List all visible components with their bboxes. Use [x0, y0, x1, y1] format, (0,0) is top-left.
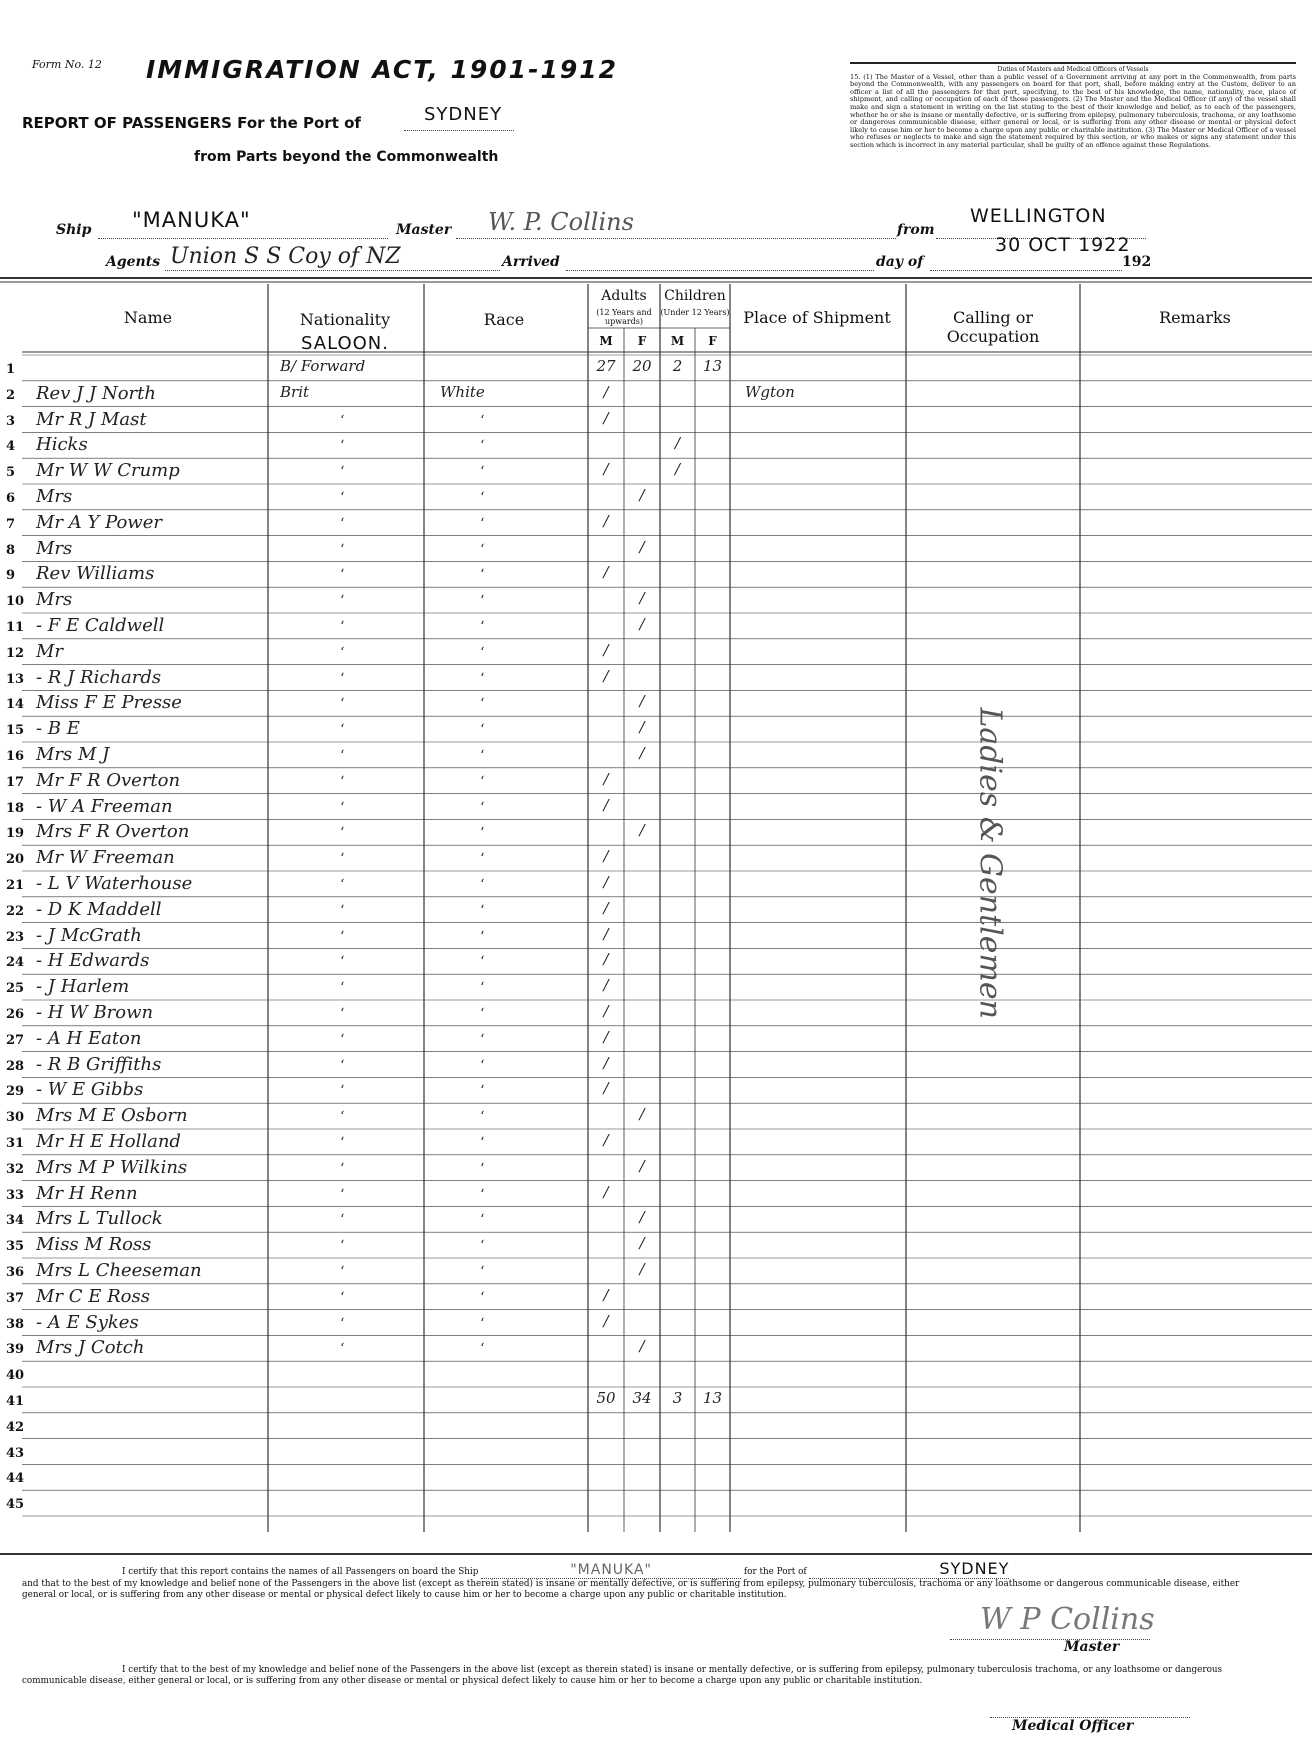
race-ditto: ‘: [480, 412, 485, 429]
passenger-name: Mr: [36, 640, 64, 662]
passenger-name: Rev Williams: [36, 563, 155, 585]
from-label: from: [897, 222, 935, 238]
row-number: 5: [6, 465, 16, 481]
nationality-ditto: ‘: [340, 541, 345, 558]
race-ditto: ‘: [480, 1083, 485, 1100]
col-header-calling: Calling or Occupation: [946, 308, 1040, 346]
row-number: 26: [6, 1007, 25, 1022]
table-row: [0, 1310, 1312, 1336]
table-row: [0, 355, 1312, 381]
master-cert-text-3: and that to the best of my knowledge and belief none of the Passengers in the above list (except as therein stated) is insane or mentally defective, or is suffering from epilepsy, pulmonary tuberculosis, trachoma or any loathsome or dangerous communicable disease, either general or local, or is suffering from any other disease or mental or physical defect likely to cause him or her to become a charge upon any public or charitable institution.: [22, 1579, 1240, 1600]
nationality-cell: B/ Forward: [280, 357, 366, 375]
master-name: W. P. Collins: [488, 208, 634, 236]
table-row: [0, 1387, 1312, 1413]
row-number: 33: [6, 1187, 25, 1203]
table-row: [0, 1181, 1312, 1207]
table-row: [0, 871, 1312, 897]
row-number: 29: [6, 1084, 25, 1100]
row-number: 44: [6, 1471, 25, 1487]
adult-female-cell: /: [639, 1208, 645, 1227]
adult-male-cell: /: [603, 1053, 609, 1072]
act-title: IMMIGRATION ACT, 1901-1912: [146, 55, 619, 84]
from-port: WELLINGTON: [970, 205, 1107, 227]
adult-male-cell: /: [603, 950, 609, 969]
table-row: [0, 742, 1312, 768]
row-number: 12: [6, 645, 25, 661]
row-number: 34: [6, 1213, 25, 1229]
race-ditto: ‘: [480, 1006, 485, 1022]
table-row: [0, 768, 1312, 794]
row-number: 39: [6, 1342, 25, 1358]
col-header-adults-sub: (12 Years and upwards): [596, 308, 652, 326]
passenger-name: - F E Caldwell: [36, 615, 165, 636]
passenger-name: - W A Freeman: [36, 795, 173, 817]
occupation-note: Ladies & Gentlemen: [972, 707, 1008, 1019]
race-ditto: ‘: [480, 722, 485, 739]
row-number: 21: [6, 878, 25, 893]
nationality-ditto: ‘: [340, 1212, 345, 1229]
nationality-ditto: ‘: [340, 1238, 345, 1255]
adult-female-cell: 34: [632, 1389, 652, 1407]
table-row: [0, 1361, 1312, 1387]
row-number: 43: [6, 1445, 25, 1461]
passenger-name: - R J Richards: [36, 666, 162, 688]
row-number: 17: [6, 774, 25, 790]
table-row: [0, 1490, 1312, 1516]
race-ditto: ‘: [480, 1212, 485, 1229]
table-row: [0, 587, 1312, 613]
adult-male-cell: /: [603, 563, 609, 582]
adult-female-cell: /: [639, 821, 645, 840]
adult-female-cell: /: [639, 537, 645, 556]
passenger-name: Mr W Freeman: [36, 847, 175, 869]
row-number: 14: [6, 697, 25, 713]
table-row: [0, 794, 1312, 820]
table-row: [0, 1335, 1312, 1361]
adult-male-cell: /: [603, 1285, 609, 1304]
nationality-ditto: ‘: [340, 825, 345, 842]
adult-female-cell: /: [639, 1337, 645, 1356]
race-ditto: ‘: [480, 1264, 485, 1280]
table-row: [0, 1129, 1312, 1155]
nationality-ditto: ‘: [340, 1109, 345, 1126]
table-row: [0, 458, 1312, 484]
passenger-name: Rev J J North: [36, 382, 156, 404]
adult-male-cell: /: [603, 382, 609, 401]
row-number: 38: [6, 1316, 25, 1332]
child-f-header: F: [708, 334, 717, 348]
adult-female-cell: /: [639, 692, 645, 711]
master-signature: W P Collins: [980, 1602, 1155, 1637]
adult-male-cell: /: [603, 769, 609, 788]
row-number: 9: [6, 568, 16, 584]
passenger-name: - W E Gibbs: [36, 1079, 144, 1101]
passenger-name: Mrs: [36, 589, 73, 611]
row-number: 19: [6, 826, 25, 842]
nationality-ditto: ‘: [340, 567, 345, 584]
adult-male-cell: /: [603, 924, 609, 943]
passenger-name: - H Edwards: [36, 950, 150, 972]
table-row: [0, 897, 1312, 923]
year-suffix: 192: [1122, 254, 1152, 270]
race-ditto: ‘: [480, 1238, 485, 1255]
adult-female-cell: 20: [632, 357, 652, 375]
row-number: 24: [6, 955, 25, 971]
passenger-name: Mr F R Overton: [36, 769, 181, 791]
nationality-ditto: ‘: [340, 851, 345, 868]
passenger-name: Mr W W Crump: [36, 460, 180, 482]
nationality-ditto: ‘: [340, 877, 345, 893]
adult-female-cell: /: [639, 589, 645, 608]
nationality-ditto: ‘: [340, 1186, 345, 1203]
row-number: 2: [6, 387, 16, 403]
nationality-ditto: ‘: [340, 696, 345, 713]
table-row: [0, 690, 1312, 716]
passenger-name: Miss F E Presse: [36, 692, 182, 714]
adult-m-header: M: [599, 334, 613, 348]
nationality-ditto: ‘: [340, 722, 345, 739]
report-label: REPORT OF PASSENGERS For the Port of: [22, 114, 361, 132]
passenger-name: Mr C E Ross: [36, 1285, 150, 1307]
day-of-label: day of: [876, 254, 924, 270]
ship-label: Ship: [56, 222, 92, 238]
race-ditto: ‘: [480, 464, 485, 481]
nationality-ditto: ‘: [340, 1031, 345, 1048]
passenger-name: Mrs L Tullock: [36, 1208, 163, 1230]
nationality-ditto: ‘: [340, 980, 345, 997]
adult-female-cell: /: [639, 1105, 645, 1124]
race-ditto: ‘: [480, 438, 485, 455]
race-ditto: ‘: [480, 1031, 485, 1048]
master-label: Master: [396, 222, 452, 238]
row-number: 10: [6, 594, 25, 610]
nationality-ditto: ‘: [340, 412, 345, 429]
adult-male-cell: /: [603, 847, 609, 866]
row-number: 11: [6, 620, 25, 635]
passenger-name: Mrs M J: [36, 744, 110, 765]
row-number: 6: [6, 491, 16, 506]
race-ditto: ‘: [480, 748, 485, 764]
arrived-label: Arrived: [502, 254, 560, 270]
passenger-name: Mrs J Cotch: [36, 1337, 145, 1359]
table-row: [0, 432, 1312, 458]
race-ditto: ‘: [480, 515, 485, 532]
passenger-name: - J McGrath: [36, 924, 142, 946]
adult-male-cell: /: [603, 460, 609, 479]
col-header-children-sub: (Under 12 Years): [660, 308, 730, 317]
adult-male-cell: /: [603, 666, 609, 685]
row-number: 31: [6, 1136, 25, 1151]
passenger-name: Mr A Y Power: [36, 511, 162, 533]
race-ditto: ‘: [480, 541, 485, 558]
nationality-ditto: ‘: [340, 928, 345, 945]
adult-male-cell: /: [603, 898, 609, 917]
table-row: [0, 561, 1312, 587]
passenger-name: Hicks: [36, 434, 88, 456]
passenger-name: - J Harlem: [36, 976, 130, 998]
place-of-shipment-cell: Wgton: [745, 382, 795, 401]
adult-male-cell: /: [603, 1131, 609, 1149]
adult-male-cell: /: [603, 1027, 609, 1046]
race-ditto: ‘: [480, 928, 485, 945]
form-number: Form No. 12: [32, 58, 102, 71]
col-header-place: Place of Shipment: [743, 308, 891, 327]
master-sign-label: Master: [1064, 1639, 1120, 1655]
master-sign-line: [950, 1639, 1150, 1640]
race-ditto: ‘: [480, 619, 485, 635]
passenger-name: Mr H E Holland: [36, 1131, 181, 1152]
nationality-ditto: ‘: [340, 1341, 345, 1358]
adult-female-cell: /: [639, 615, 645, 633]
child-m-header: M: [670, 334, 685, 348]
subheading: from Parts beyond the Commonwealth: [194, 149, 499, 165]
table-row: [0, 1413, 1312, 1439]
table-row: [0, 1439, 1312, 1465]
adult-female-cell: /: [639, 1260, 645, 1278]
table-row: [0, 381, 1312, 407]
row-number: 27: [6, 1032, 25, 1048]
adult-female-cell: /: [639, 486, 645, 504]
nationality-ditto: ‘: [340, 593, 345, 610]
row-number: 28: [6, 1058, 25, 1074]
table-row: [0, 665, 1312, 691]
race-ditto: ‘: [480, 1186, 485, 1203]
date-stamp: 30 OCT 1922: [995, 234, 1131, 256]
table-row: [0, 1258, 1312, 1284]
master-certification: [22, 1559, 1272, 1601]
master-cert-port: SYDNEY: [939, 1559, 1010, 1578]
row-number: 45: [6, 1497, 25, 1513]
race-ditto: ‘: [480, 851, 485, 868]
port-stamp: SYDNEY: [424, 104, 503, 125]
race-ditto: ‘: [480, 1057, 485, 1074]
child-male-cell: /: [674, 434, 681, 453]
nationality-ditto: ‘: [340, 1160, 345, 1177]
passenger-name: Mrs: [36, 486, 73, 507]
race-ditto: ‘: [480, 902, 485, 919]
row-number: 42: [6, 1419, 25, 1435]
row-number: 30: [6, 1110, 25, 1126]
nationality-ditto: ‘: [340, 902, 345, 919]
row-number: 41: [6, 1394, 25, 1409]
table-row: [0, 845, 1312, 871]
passenger-name: Mrs: [36, 537, 73, 559]
passenger-name: - R B Griffiths: [36, 1053, 162, 1075]
table-row: [0, 923, 1312, 949]
row-number: 7: [6, 516, 16, 532]
saloon-stamp: SALOON.: [301, 333, 389, 354]
adult-male-cell: /: [603, 1182, 609, 1201]
adult-female-cell: /: [639, 1234, 645, 1253]
nationality-ditto: ‘: [340, 1057, 345, 1074]
passenger-name: Mrs M E Osborn: [36, 1105, 188, 1127]
passenger-name: - A H Eaton: [36, 1027, 142, 1049]
passenger-name: Mrs F R Overton: [36, 821, 190, 843]
child-male-cell: 2: [672, 357, 683, 375]
passenger-name: Mr H Renn: [36, 1182, 138, 1204]
adult-male-cell: /: [603, 1002, 609, 1020]
row-number: 16: [6, 749, 25, 764]
table-row: [0, 1155, 1312, 1181]
table-row: [0, 1464, 1312, 1490]
table-row: [0, 484, 1312, 510]
passenger-name: - L V Waterhouse: [36, 873, 193, 894]
child-male-cell: 3: [672, 1389, 683, 1407]
row-number: 36: [6, 1265, 25, 1280]
nationality-cell: Brit: [280, 382, 310, 401]
row-number: 13: [6, 671, 25, 687]
col-header-name: Name: [123, 308, 173, 327]
nationality-ditto: ‘: [340, 490, 345, 506]
table-row: [0, 819, 1312, 845]
passenger-name: - D K Maddell: [36, 898, 162, 920]
table-row: [0, 1026, 1312, 1052]
adult-male-cell: /: [603, 795, 609, 814]
nationality-ditto: ‘: [340, 954, 345, 971]
table-row: [0, 948, 1312, 974]
adult-female-cell: /: [639, 744, 645, 762]
race-ditto: ‘: [480, 1315, 485, 1332]
adult-male-cell: /: [603, 1311, 609, 1330]
adult-male-cell: /: [603, 1079, 609, 1098]
table-row: [0, 1232, 1312, 1258]
table-row: [0, 510, 1312, 536]
row-number: 23: [6, 929, 25, 945]
table-row: [0, 613, 1312, 639]
row-number: 32: [6, 1161, 25, 1177]
nationality-ditto: ‘: [340, 619, 345, 635]
race-ditto: ‘: [480, 593, 485, 610]
row-number: 18: [6, 800, 25, 816]
ship-name: "MANUKA": [132, 208, 251, 232]
table-row: [0, 716, 1312, 742]
master-cert-text-1: I certify that this report contains the names of all Passengers on board the Ship: [122, 1567, 479, 1577]
child-male-cell: /: [674, 460, 681, 479]
race-ditto: ‘: [480, 490, 485, 506]
row-number: 40: [6, 1368, 25, 1384]
nationality-ditto: ‘: [340, 1264, 345, 1280]
race-ditto: ‘: [480, 1109, 485, 1126]
agents-label: Agents: [106, 254, 161, 270]
child-female-cell: 13: [702, 357, 723, 375]
col-header-children: Children: [664, 288, 726, 304]
master-cert-ship: "MANUKA": [570, 1562, 653, 1578]
duties-text: 15. (1) The Master of a Vessel, other than a public vessel of a Government arriving at any port in the Commonwealth, from parts beyond the Commonwealth, with any passengers on board for that port, shall, before making entry at the Custom, deliver to an officer a list of all the passengers for that port, specifying, to the best of his knowledge, the name, nationality, race, place of shipment, and calling or occupation of each of those passengers. (2) The Master and the Medical Officer (if any) of the vessel shall make and sign a statement in writing on the list stating to the best of their knowledge and belief, as to each of the passengers, whether he or she is insane or mentally defective, or is suffering from epilepsy, pulmonary tuberculosis, trachoma, or any loathsome or dangerous communicable disease, either general or local, or is suffering from any other disease or mental or physical defect likely to cause him or her to become a charge upon any public or charitable institution. (3) The Master or Medical Officer of a vessel who refuses or neglects to make and sign the statement required by this section, or who makes or signs any statement under this section which is incorrect in any material particular, shall be guilty of an offence against these Regulations.: [850, 72, 1296, 149]
adult-male-cell: /: [603, 511, 609, 530]
race-cell: White: [440, 382, 485, 401]
nationality-ditto: ‘: [340, 1289, 345, 1306]
master-cert-text-2: for the Port of: [743, 1567, 807, 1577]
row-number: 1: [6, 362, 16, 377]
adult-female-cell: /: [639, 718, 645, 737]
table-row: [0, 1000, 1312, 1026]
race-ditto: ‘: [480, 670, 485, 687]
nationality-ditto: ‘: [340, 515, 345, 532]
passenger-name: Mrs L Cheeseman: [36, 1260, 202, 1281]
race-ditto: ‘: [480, 825, 485, 842]
passenger-name: - H W Brown: [36, 1002, 154, 1023]
nationality-ditto: ‘: [340, 464, 345, 481]
table-row: [0, 1052, 1312, 1078]
race-ditto: ‘: [480, 877, 485, 893]
nationality-ditto: ‘: [340, 644, 345, 661]
agents-name: Union S S Coy of NZ: [170, 244, 401, 269]
col-header-remarks: Remarks: [1159, 308, 1231, 327]
table-row: [0, 407, 1312, 433]
adult-male-cell: 27: [596, 357, 616, 375]
nationality-ditto: ‘: [340, 748, 345, 764]
table-row: [0, 639, 1312, 665]
medical-certification: I certify that to the best of my knowledge and belief none of the Passengers in the above list (except as therein stated) is insane or mentally defective, or is suffering from epilepsy, pulmonary tuberculosis trachoma, or any loathsome or dangerous communicable disease, either general or local, or is suffering from any other disease or mental or physical defect likely to cause him or her to become a charge upon any public or charitable institution.: [22, 1665, 1223, 1686]
row-number: 4: [6, 439, 16, 455]
passenger-name: Mr R J Mast: [36, 408, 147, 430]
nationality-ditto: ‘: [340, 438, 345, 455]
row-number: 20: [6, 852, 25, 868]
race-ditto: ‘: [480, 696, 485, 713]
table-row: [0, 1103, 1312, 1129]
row-number: 15: [6, 723, 25, 739]
passenger-name: - B E: [36, 718, 80, 740]
row-number: 35: [6, 1239, 25, 1255]
table-row: [0, 1284, 1312, 1310]
nationality-ditto: ‘: [340, 1006, 345, 1022]
passenger-name: - A E Sykes: [36, 1311, 139, 1333]
table-row: [0, 1206, 1312, 1232]
race-ditto: ‘: [480, 954, 485, 971]
nationality-ditto: ‘: [340, 1135, 345, 1151]
race-ditto: ‘: [480, 567, 485, 584]
duties-heading: Duties of Masters and Medical Officers of Vessels: [997, 66, 1149, 73]
nationality-ditto: ‘: [340, 1083, 345, 1100]
medical-sign-label: Medical Officer: [1012, 1718, 1134, 1734]
race-ditto: ‘: [480, 1135, 485, 1151]
adult-male-cell: /: [603, 640, 609, 659]
table-row: [0, 536, 1312, 562]
nationality-ditto: ‘: [340, 799, 345, 816]
race-ditto: ‘: [480, 1341, 485, 1358]
nationality-ditto: ‘: [340, 1315, 345, 1332]
adult-male-cell: 50: [596, 1389, 616, 1407]
table-row: [0, 974, 1312, 1000]
adult-f-header: F: [637, 334, 647, 348]
passenger-name: Miss M Ross: [36, 1234, 152, 1256]
row-number: 25: [6, 981, 25, 997]
table-row: [0, 1077, 1312, 1103]
race-ditto: ‘: [480, 980, 485, 997]
col-header-adults: Adults: [601, 288, 647, 304]
child-female-cell: 13: [702, 1389, 723, 1407]
col-header-race: Race: [483, 310, 525, 329]
row-number: 22: [6, 903, 25, 919]
nationality-ditto: ‘: [340, 670, 345, 687]
race-ditto: ‘: [480, 773, 485, 790]
adult-male-cell: /: [603, 408, 609, 427]
passenger-name: Mrs M P Wilkins: [36, 1156, 188, 1178]
row-number: 8: [6, 542, 16, 558]
nationality-ditto: ‘: [340, 773, 345, 790]
adult-male-cell: /: [603, 976, 609, 995]
race-ditto: ‘: [480, 644, 485, 661]
row-number: 3: [6, 413, 16, 429]
race-ditto: ‘: [480, 1160, 485, 1177]
adult-female-cell: /: [639, 1156, 645, 1175]
race-ditto: ‘: [480, 1289, 485, 1306]
adult-male-cell: /: [603, 873, 609, 891]
col-header-nationality: Nationality: [299, 310, 391, 329]
race-ditto: ‘: [480, 799, 485, 816]
row-number: 37: [6, 1290, 25, 1306]
